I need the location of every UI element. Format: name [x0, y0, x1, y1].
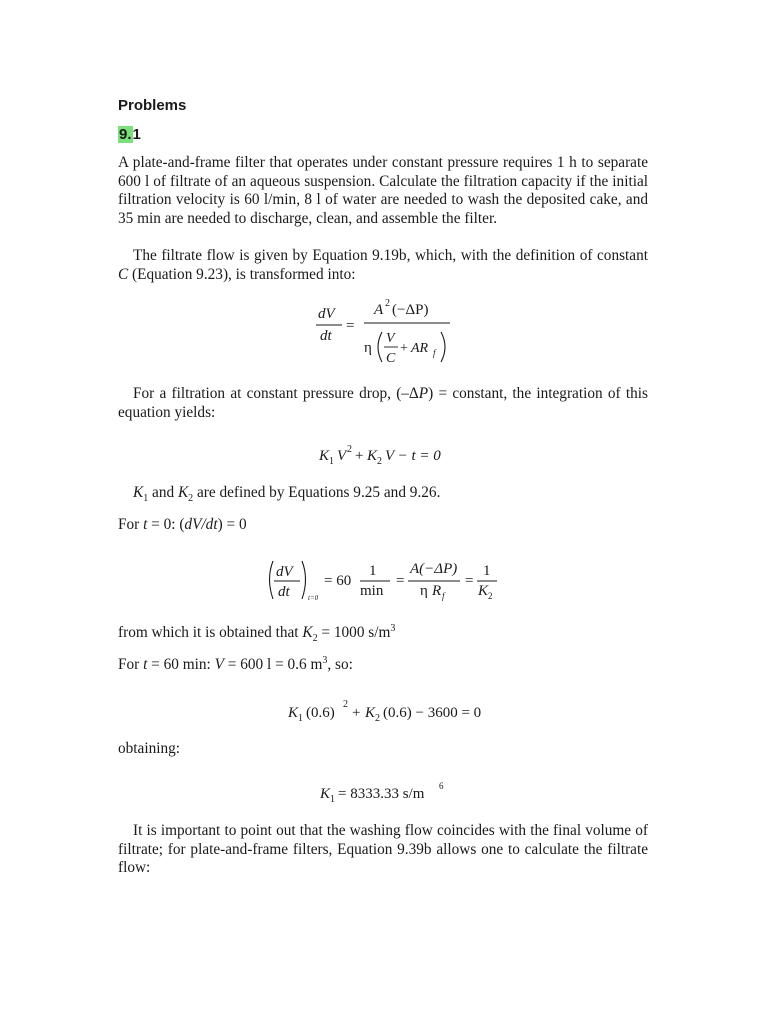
eq1-V: V — [386, 331, 395, 346]
equation-k1-result — [318, 780, 458, 806]
eq1-AR: AR — [411, 341, 429, 356]
svg-text:V: V — [337, 448, 347, 464]
svg-text:dt: dt — [278, 584, 290, 600]
eq1-C: C — [386, 351, 396, 366]
svg-text:1: 1 — [330, 794, 335, 805]
svg-text:6: 6 — [439, 781, 444, 791]
svg-text:1: 1 — [369, 563, 377, 579]
paragraph-washing-flow: It is important to point out that the washing flow coincides with the final volume of filtrate; for plate-and-frame filters, Equation 9.39b allows one to calculate the filtrate flow: — [118, 822, 648, 877]
equation-initial-rate — [262, 555, 512, 610]
svg-text:2: 2 — [347, 444, 352, 455]
svg-text:K: K — [365, 705, 376, 721]
problem-statement: A plate-and-frame filter that operates under constant pressure requires 1 h to separate 600 l of filtrate of an aqueous suspension. Calculate the filtration capacity if the initial filtration velocity is 60 l/min, 8 l of water are needed to wash the deposited cake, and 35 min are needed to discharge, clean, and assemble the filter. — [118, 154, 648, 227]
svg-text:2: 2 — [343, 699, 348, 710]
paragraph-obtaining: obtaining: — [118, 740, 181, 757]
svg-text:η: η — [420, 583, 428, 599]
eq1-equals: = — [346, 318, 355, 334]
equation-integrated — [315, 442, 465, 468]
problem-number — [118, 126, 141, 143]
paragraph-constant-pressure: For a filtration at constant pressure drop, (–ΔP) = constant, the integration of this equation yields: — [118, 385, 648, 421]
svg-text:2: 2 — [375, 713, 380, 724]
eq1-lhs-denominator: dt — [320, 328, 332, 344]
equation-filtration-rate — [300, 296, 480, 374]
svg-text:dV: dV — [276, 564, 293, 580]
eq1-eta: η — [364, 340, 372, 356]
paragraph-sixty-min: For t = 60 min: V = 600 l = 0.6 $m^3$, so: — [118, 655, 353, 674]
problem-number-rest: 1 — [132, 126, 141, 143]
svg-text:K: K — [319, 448, 330, 464]
svg-text:1: 1 — [298, 713, 303, 724]
svg-text:=: = — [396, 573, 405, 589]
svg-text:+: + — [355, 448, 364, 464]
svg-text:= 60: = 60 — [324, 573, 352, 589]
svg-text:f: f — [442, 591, 445, 601]
svg-text:(0.6): (0.6) — [306, 705, 335, 721]
eq1-num-rest: (−ΔP) — [392, 302, 429, 318]
svg-text:2: 2 — [488, 591, 493, 601]
svg-text:(0.6) − 3600 = 0: (0.6) − 3600 = 0 — [383, 705, 482, 721]
eq1-plus: + — [400, 341, 408, 356]
eq1-lhs-numerator: dV — [318, 306, 335, 322]
svg-text:V − t = 0: V − t = 0 — [385, 448, 441, 464]
paragraph-initial-condition: For t = 0: (dV/dt) = 0 — [118, 516, 247, 533]
problem-number-highlight: 9. — [119, 126, 132, 143]
eq1-num-A: A — [374, 302, 384, 318]
svg-text:min: min — [360, 583, 384, 599]
svg-text:+: + — [352, 705, 361, 721]
svg-text:A(−ΔP): A(−ΔP) — [410, 561, 458, 577]
eq1-num-sup: 2 — [385, 298, 390, 309]
paragraph-filtrate-flow: The filtrate flow is given by Equation 9.19b, which, with the definition of constant C (Equation 9.23), is transformed into: — [118, 247, 648, 283]
section-heading: Problems — [118, 97, 187, 114]
svg-text:=: = — [465, 573, 474, 589]
svg-text:K: K — [367, 448, 378, 464]
svg-text:2: 2 — [377, 456, 382, 467]
svg-text:R: R — [432, 583, 442, 599]
svg-text:t=0: t=0 — [308, 594, 319, 602]
svg-text:K: K — [288, 705, 299, 721]
svg-text:K: K — [478, 583, 489, 599]
eq1-sub-f: f — [433, 348, 436, 358]
svg-text:= 8333.33 s/m: = 8333.33 s/m — [338, 786, 425, 802]
svg-text:K: K — [320, 786, 331, 802]
svg-text:1: 1 — [483, 563, 491, 579]
svg-text:1: 1 — [329, 456, 334, 467]
paragraph-k2-result: from which it is obtained that $K_2 = 1000$ $s/m^3$ — [118, 623, 396, 645]
paragraph-k-definitions: $K_1$ and $K_2$ are defined by Equations 9.25 and 9.26. — [133, 484, 441, 505]
equation-k1-solve — [286, 697, 486, 727]
